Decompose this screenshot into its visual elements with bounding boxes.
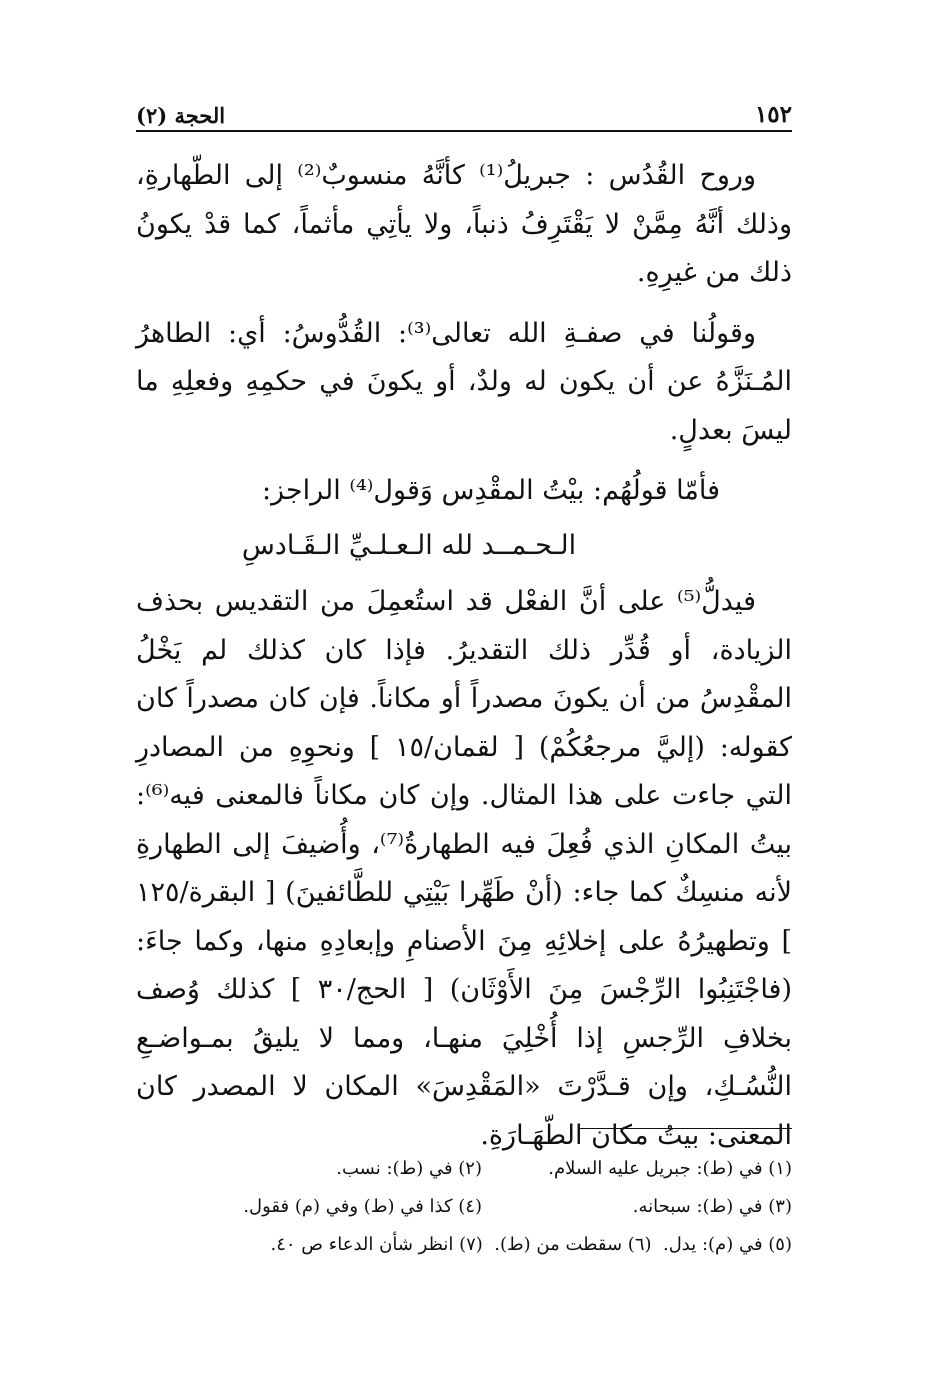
header-rule	[136, 130, 792, 132]
footnote-rule	[578, 1128, 792, 1129]
footnote-5: (٥) في (م): يدل.	[662, 1234, 792, 1255]
paragraph-al-quddus: وقولُنا في صفـةِ الله تعالى⁽³⁾: القُدُّوسُ: أي: الطاهرُ المُـنَزَّهُ عن أن يكون له ولدٌ، أو يكونَ في حكمِهِ وفعلِهِ ما ليسَ بعدلٍ.	[136, 317, 792, 446]
footnote-3: (٣) في (ط): سبحانه.	[632, 1196, 792, 1217]
running-head	[136, 92, 792, 128]
paragraph-bayt-al-maqdis: فأمّا قولُهُم: بيْتُ المقْدِس وَقول⁽⁴⁾ الراجز:	[261, 475, 720, 506]
footnote-4: (٤) كذا في (ط) وفي (م) فقول.	[243, 1196, 482, 1217]
paragraph-ruh-al-qudus: وروح القُدُس : جبريلُ⁽¹⁾ كأنَّهُ منسوبٌ⁽²⁾ إلى الطّهارةِ، وذلك أنَّهُ مِمَّنْ لا يَقْتَرِفُ ذنباً، ولا يأتِي مأثماً، كما قدْ يكونُ ذلك من غيرِهِ.	[136, 160, 792, 288]
footnotes	[136, 1150, 792, 1264]
footnote-2: (٢) في (ط): نسب.	[336, 1158, 482, 1179]
page-number: ١٥٢	[754, 101, 792, 128]
footnote-1: (١) في (ط): جبريل عليه السلام.	[548, 1158, 792, 1179]
footnote-6: (٦) سقطت من (ط).	[494, 1234, 652, 1255]
poetry-verse: الـحـمــد لله الـعـلـيِّ الـقَـادسِ	[241, 529, 577, 561]
book-title: الحجة (٢)	[136, 103, 226, 128]
main-text	[136, 152, 792, 1172]
paragraph-explanation: فيدلُّ⁽⁵⁾ على أنَّ الفعْل قد استُعمِلَ من التقديس بحذف الزيادة، أو قُدِّر ذلك التقديرُ. فإذا كان كذلك لم يَخْلُ المقْدِسُ من أن يكونَ مصدراً أو مكاناً. فإن كان مصدراً كان كقوله: (إليَّ مرجعُكُمْ) [ لقمان/١٥ ] ونحوِهِ من المصادرِ التي جاءت على هذا المثال. وإن كان مكاناً فالمعنى فيه⁽⁶⁾: بيتُ المكانِ الذي فُعِلَ فيه الطهارةُ⁽⁷⁾، وأُضيفَ إلى الطهارةِ لأنه منسِكٌ كما جاء: (أنْ طَهِّرا بَيْتِي للطَّائفينَ) [ البقرة/١٢٥ ] وتطهيرُهُ على إخلائِهِ مِنَ الأصنامِ وإبعادِهِ منها، وكما جاءَ: (فاجْتَنِبُوا الرِّجْسَ مِنَ الأَوْثَان) [ الحج/٣٠ ] كذلك وُصف بخلافِ الرِّجسِ إذا أُخْلِيَ منهـا، ومما لا يليقُ بمـواضـعِ النُّسُـكِ، وإن قـدَّرْتَ «المَقْدِسَ» المكان لا المصدر كان المعنى: بيتُ مكان الطّهَـارَةِ.	[136, 586, 793, 1151]
footnote-line	[136, 1188, 792, 1226]
footnote-line	[136, 1226, 792, 1264]
footnote-line	[136, 1150, 792, 1188]
footnote-7: (٧) انظر شأن الدعاء ص ٤٠.	[270, 1234, 483, 1255]
